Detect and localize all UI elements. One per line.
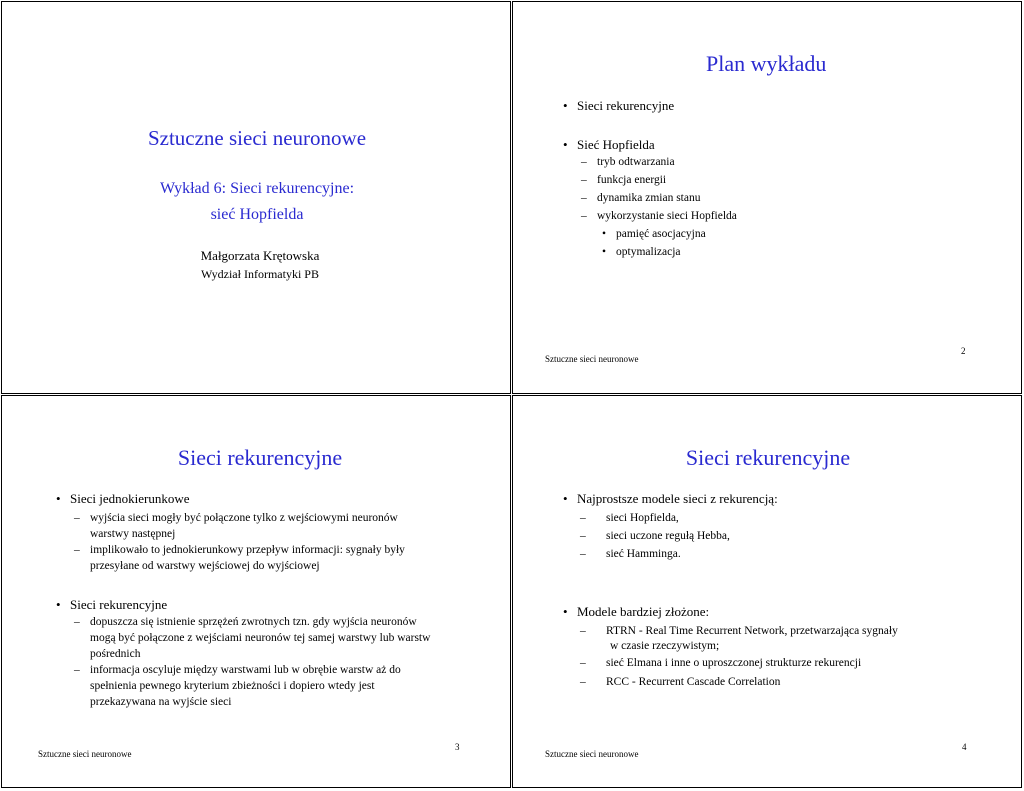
sub-bullet-item: – wykorzystanie sieci Hopfielda <box>597 210 737 222</box>
author-name: Małgorzata Krętowska <box>200 248 320 263</box>
slide-title: Sieci rekurencyjne <box>177 445 343 470</box>
slide-footer: Sztuczne sieci neuronowe <box>545 749 639 759</box>
sub-bullet-line: warstwy następnej <box>90 528 176 540</box>
slide-footer: Sztuczne sieci neuronowe <box>545 354 639 364</box>
sub-bullet-item: – funkcja energii <box>597 174 666 186</box>
bullet-item: • Sieć Hopfielda <box>577 137 655 153</box>
slide-subtitle-line1: Wykład 6: Sieci rekurencyjne: <box>159 180 355 197</box>
affiliation: Wydział Informatyki PB <box>201 267 319 281</box>
sub-bullet-line: przekazywana na wyjście sieci <box>90 696 232 708</box>
page-number: 2 <box>961 346 966 356</box>
sub-bullet-item: – sieć Elmana i inne o uproszczonej strukturze rekurencji <box>606 657 861 669</box>
sub-bullet-line: spełnienia pewnego kryterium zbieżności i dopiero wtedy jest <box>90 680 375 692</box>
slide-title: Sieci rekurencyjne <box>685 445 851 470</box>
sub-bullet-item: – sieci Hopfielda, <box>606 512 679 524</box>
sub-bullet-item: – tryb odtwarzania <box>597 156 675 168</box>
slide-2 <box>512 1 1022 394</box>
slide-title: Sztuczne sieci neuronowe <box>147 126 367 150</box>
sub-bullet-line: w czasie rzeczywistym; <box>610 640 720 652</box>
sub-sub-bullet-item: • pamięć asocjacyjna <box>616 228 706 240</box>
bullet-item: • Sieci rekurencyjne <box>70 597 167 613</box>
bullet-item: • Najprostsze modele sieci z rekurencją: <box>577 491 778 507</box>
slide-4 <box>512 395 1022 788</box>
bullet-item: • Modele bardziej złożone: <box>577 604 709 620</box>
sub-bullet-line: – informacja oscyluje między warstwami lub w obrębie warstw aż do <box>90 664 401 676</box>
page-number: 3 <box>455 742 460 752</box>
sub-bullet-line: – wyjścia sieci mogły być połączone tylko z wejściowymi neuronów <box>90 512 398 524</box>
sub-bullet-item: – sieci uczone regułą Hebba, <box>606 530 730 542</box>
slide-title: Plan wykładu <box>706 51 827 76</box>
sub-bullet-line: – RTRN - Real Time Recurrent Network, przetwarzająca sygnały <box>606 625 898 637</box>
page-number: 4 <box>962 742 967 752</box>
sub-bullet-line: pośrednich <box>90 648 141 660</box>
bullet-item: • Sieci rekurencyjne <box>577 98 674 114</box>
sub-bullet-line: – implikowało to jednokierunkowy przepływ informacji: sygnały były <box>90 544 405 556</box>
bullet-item: • Sieci jednokierunkowe <box>70 491 190 507</box>
sub-sub-bullet-item: • optymalizacja <box>616 246 681 258</box>
sub-bullet-line: – dopuszcza się istnienie sprzężeń zwrotnych tzn. gdy wyjścia neuronów <box>90 616 417 628</box>
slide-1 <box>1 1 511 394</box>
sub-bullet-line: mogą być połączone z wejściami neuronów tej samej warstwy lub warstw <box>90 632 431 644</box>
slide-3 <box>1 395 511 788</box>
sub-bullet-line: przesyłane od warstwy wejściowej do wyjściowej <box>90 560 320 572</box>
sub-bullet-item: – sieć Hamminga. <box>606 548 681 560</box>
sub-bullet-item: – dynamika zmian stanu <box>597 192 700 204</box>
slide-footer: Sztuczne sieci neuronowe <box>38 749 132 759</box>
sub-bullet-item: – RCC - Recurrent Cascade Correlation <box>606 676 780 688</box>
slide-subtitle-line2: sieć Hopfielda <box>210 206 304 223</box>
